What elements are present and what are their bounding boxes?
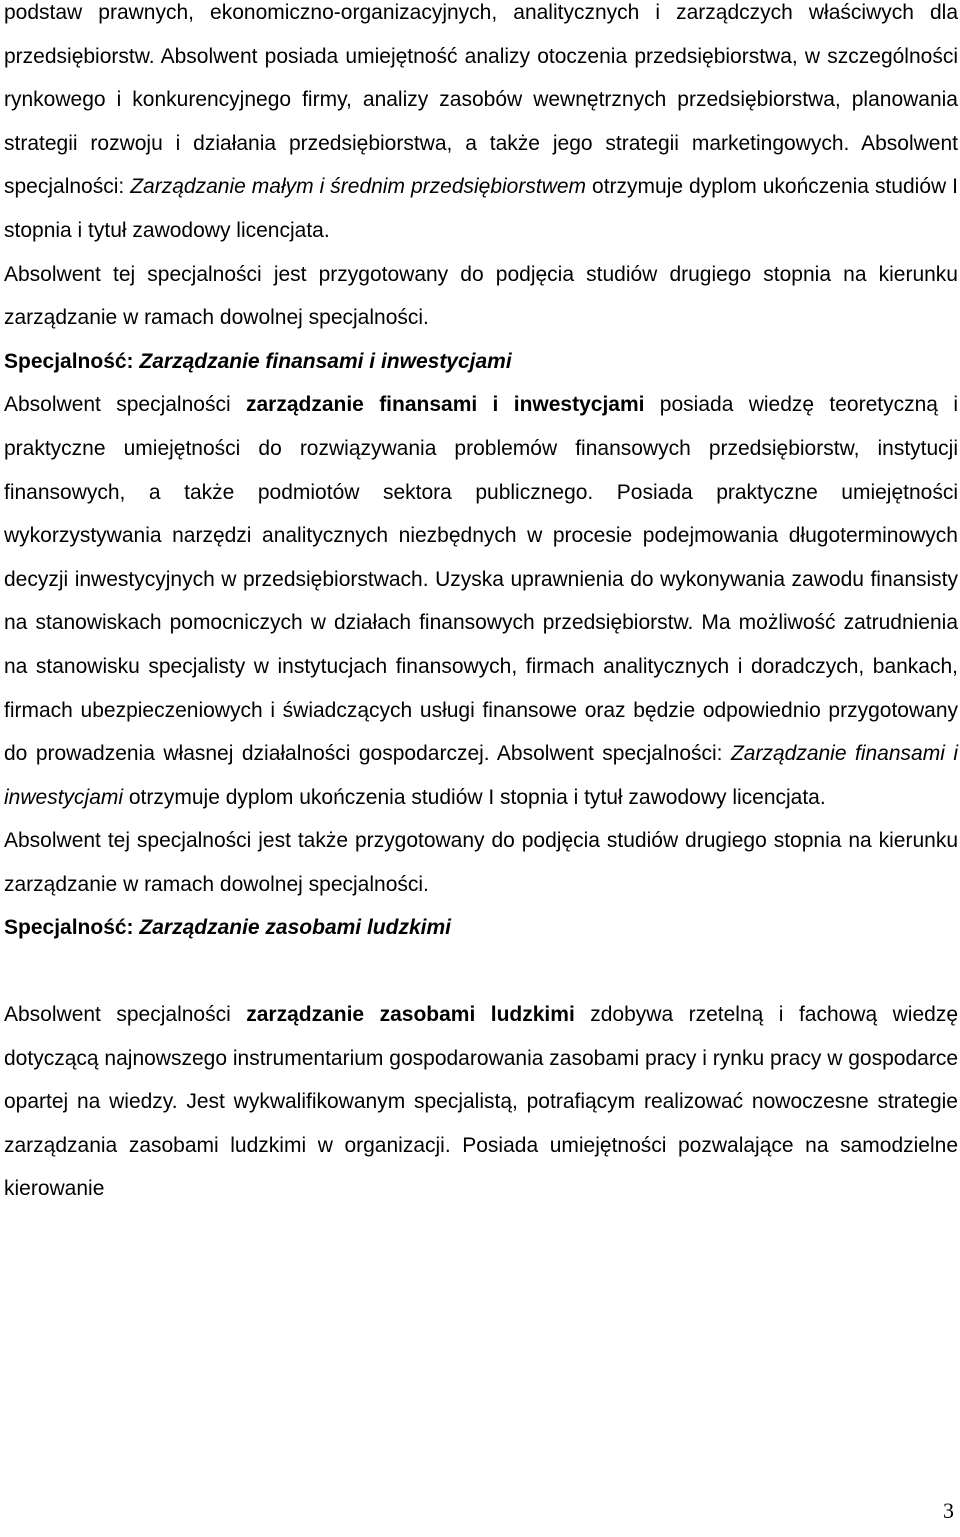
paragraph-specialization-sme [4, 0, 958, 253]
heading-specialization-name: Zarządzanie zasobami ludzkimi [139, 916, 451, 940]
page-number: 3 [943, 1498, 954, 1523]
text-span: otrzymuje dyplom ukończenia studiów I stopnia i tytuł zawodowy licencjata. [4, 175, 959, 242]
paragraph-finance-description [4, 383, 958, 819]
paragraph-hr-description [4, 993, 958, 1211]
heading-specialization-name: Zarządzanie finansami i inwestycjami [139, 349, 512, 373]
specialization-name-italic: Zarządzanie małym i średnim przedsiębiorstwem [130, 175, 587, 199]
document-page [4, 0, 958, 1211]
text-span: posiada wiedzę teoretyczną i praktyczne umiejętności do rozwiązywania problemów finansowych przedsiębiorstw, instytucji finansowych, a także podmiotów sektora publicznego. Posiada praktyczne umiejętności wykorzystywania narzędzi analitycznych niezbędnych w procesie podejmowania długoterminowych decyzji inwestycyjnych w przedsiębiorstwach. Uzyska uprawnienia do wykonywania zawodu finansisty na stanowiskach pomocniczych w działach finansowych przedsiębiorstw. Ma możliwość zatrudnienia na stanowisku specjalisty w instytucjach finansowych, firmach analitycznych i doradczych, bankach, firmach ubezpieczeniowych i świadczących usługi finansowe oraz będzie odpowiednio przygotowany do prowadzenia własnej działalności gospodarczej. Absolwent specjalności: [4, 393, 958, 766]
text-span: zdobywa rzetelną i fachową wiedzę dotyczącą najnowszego instrumentarium gospodarowania zasobami pracy i rynku pracy w gospodarce opartej na wiedzy. Jest wykwalifikowanym specjalistą, potrafiącym realizować nowoczesne strategie zarządzania zasobami ludzkimi w organizacji. Posiada umiejętności pozwalające na samodzielne kierowanie [4, 1003, 958, 1201]
paragraph-further-studies [4, 253, 958, 340]
heading-label: Specjalność: [4, 916, 140, 940]
text-span: Absolwent tej specjalności jest także przygotowany do podjęcia studiów drugiego stopnia na kierunku zarządzanie w ramach dowolnej specjalności. [4, 829, 958, 896]
text-span: podstaw prawnych, ekonomiczno-organizacyjnych, analitycznych i zarządczych właściwych dla przedsiębiorstw. Absolwent posiada umiejętność analizy otoczenia przedsiębiorstwa, w szczególności rynkowego i konkurencyjnego firmy, analizy zasobów wewnętrznych przedsiębiorstwa, planowania strategii rozwoju i działania przedsiębiorstwa, a także jego strategii marketingowych. Absolwent specjalności: [4, 1, 958, 199]
text-span: Absolwent specjalności [4, 393, 246, 417]
specialization-name-bold: zarządzanie finansami i inwestycjami [245, 393, 645, 417]
specialization-name-italic: Zarządzanie finansami i inwestycjami [4, 742, 958, 809]
text-span: Absolwent specjalności [4, 1003, 247, 1027]
text-span: otrzymuje dyplom ukończenia studiów I stopnia i tytuł zawodowy licencjata. [123, 785, 826, 809]
section-heading-finance [4, 340, 958, 384]
heading-label: Specjalność: [4, 349, 140, 373]
specialization-name-bold: zarządzanie zasobami ludzkimi [246, 1003, 575, 1027]
section-heading-hr [4, 906, 958, 950]
paragraph-finance-further-studies [4, 819, 958, 906]
text-span: Absolwent tej specjalności jest przygotowany do podjęcia studiów drugiego stopnia na kierunku zarządzanie w ramach dowolnej specjalności. [4, 262, 958, 330]
